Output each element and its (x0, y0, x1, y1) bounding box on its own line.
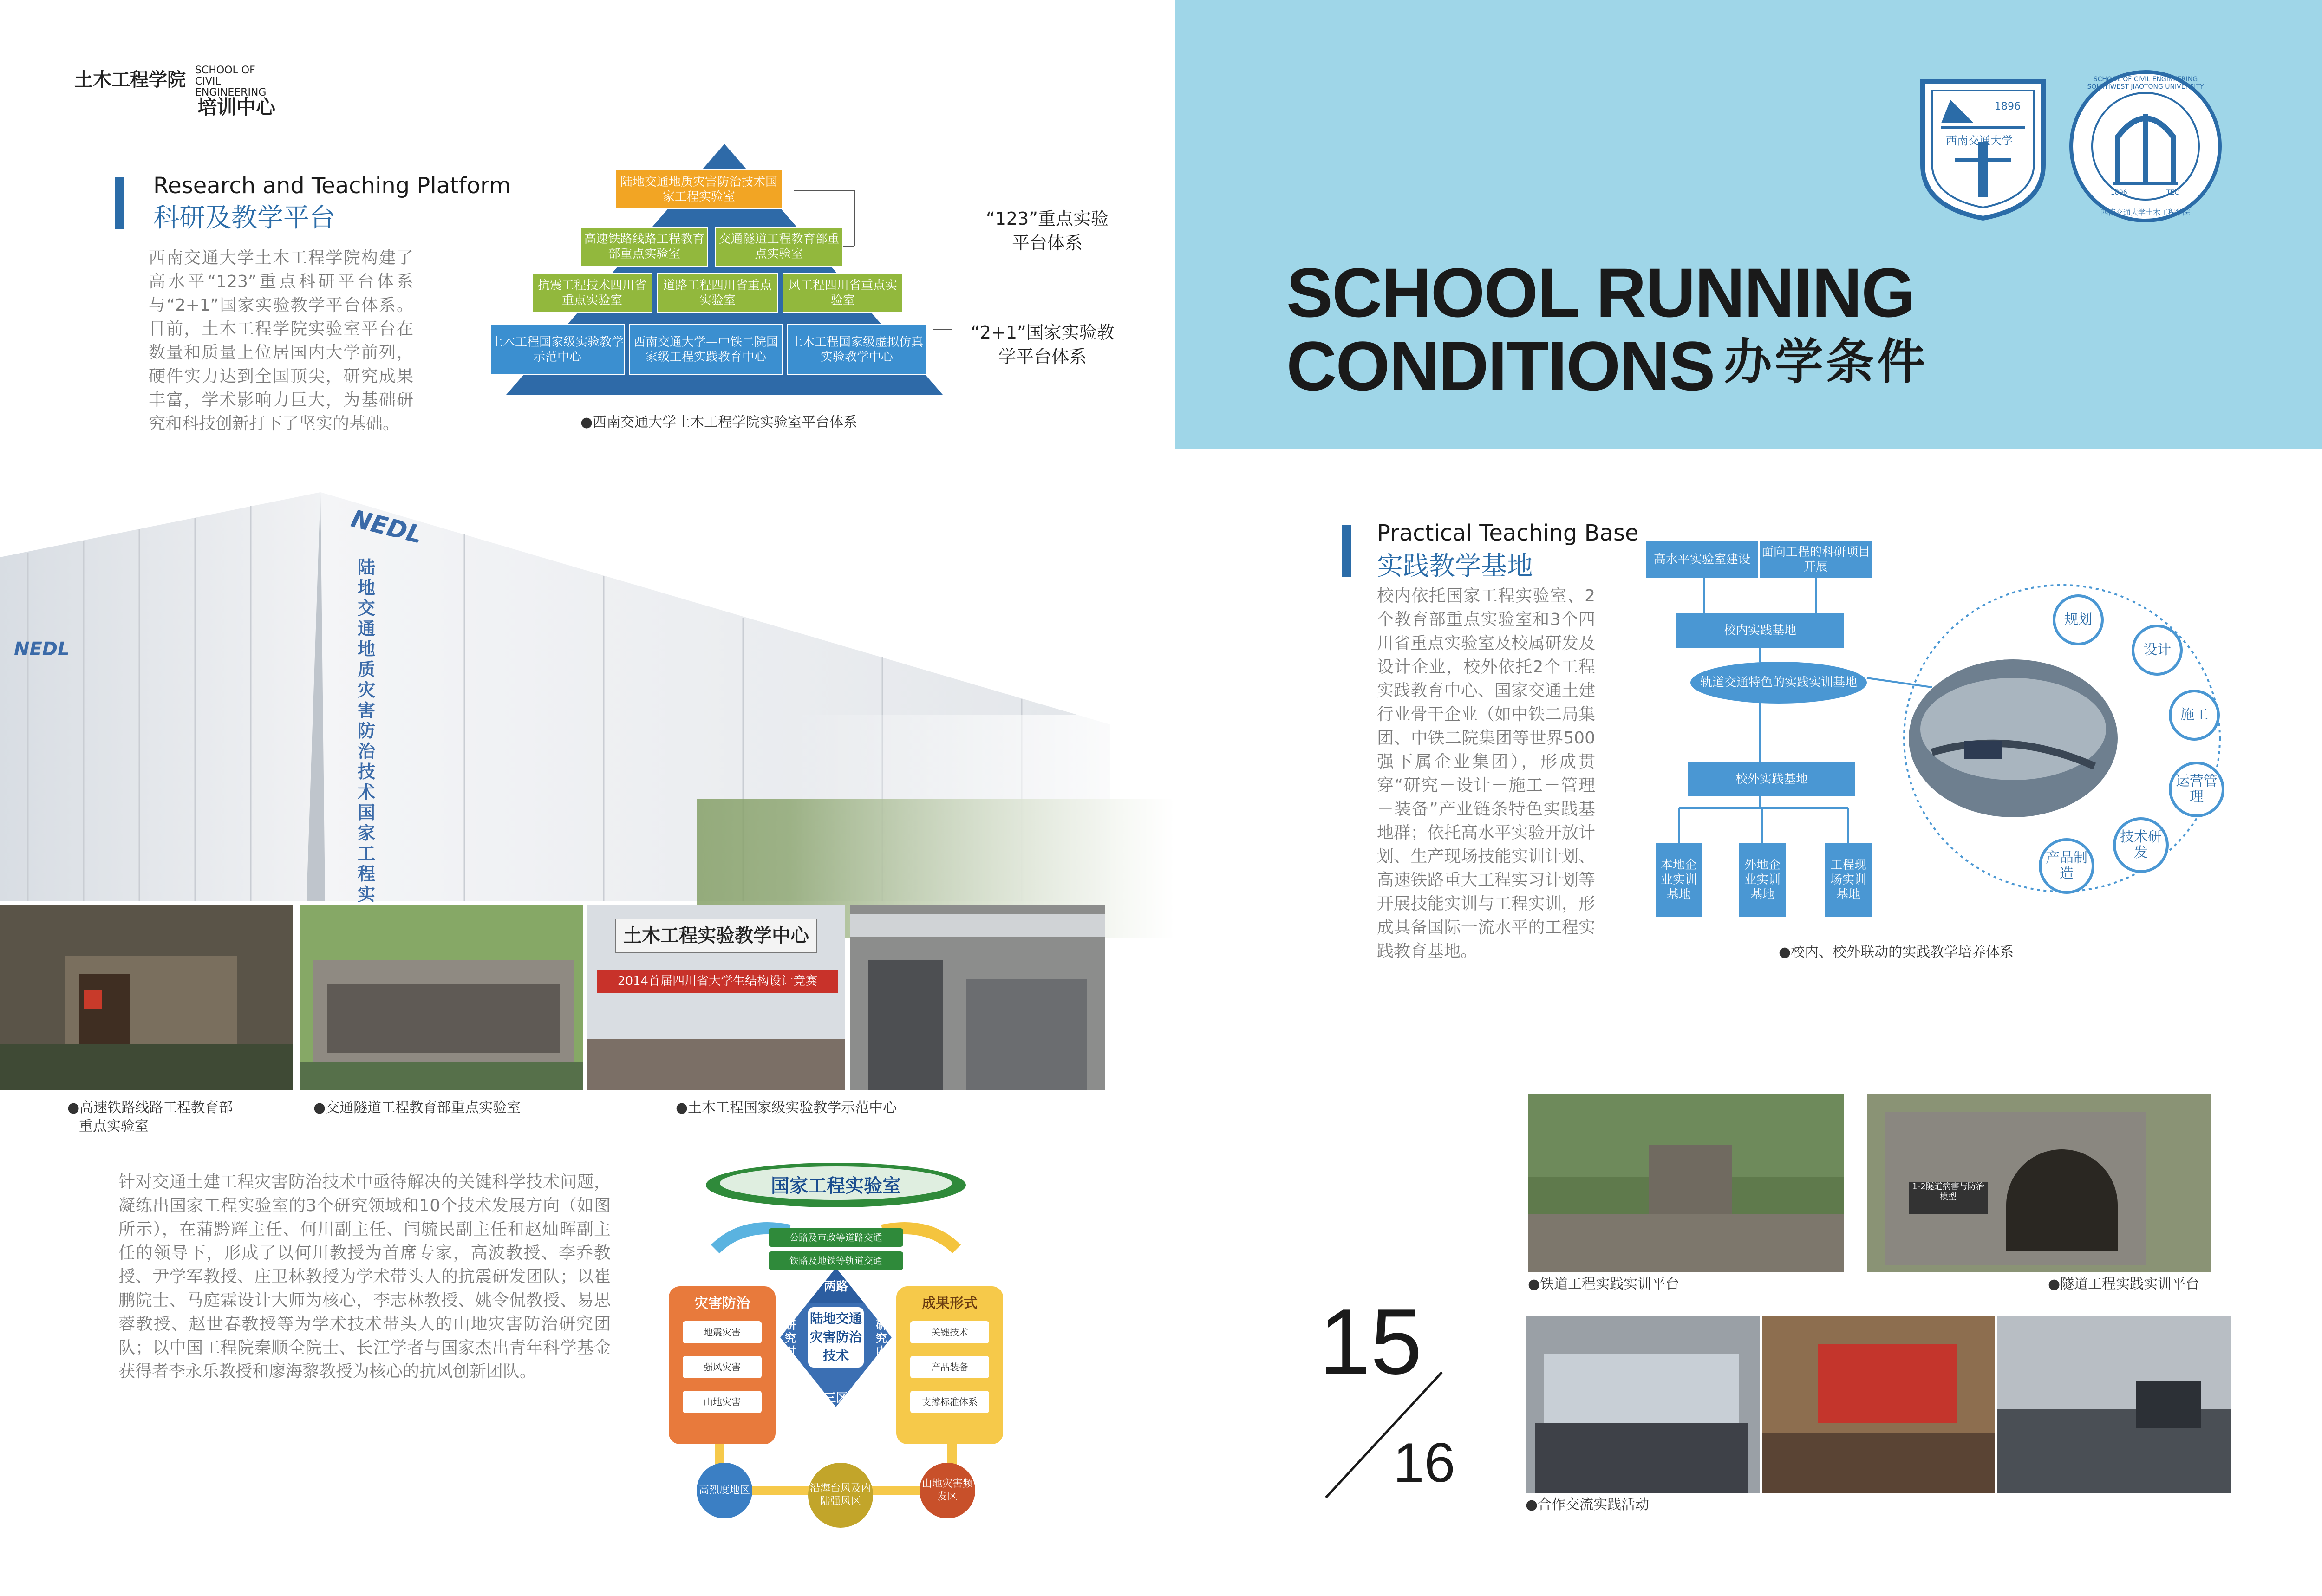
photo-railway-training (1528, 1094, 1844, 1272)
photo-exchange-2 (1762, 1316, 1995, 1493)
flow-circle-operation: 运营管理 (2169, 762, 2224, 817)
lab-arrow-right: 研究内容 (876, 1319, 887, 1371)
photo-sign-red: 2014首届四川省大学生结构设计竞赛 (597, 970, 838, 993)
lab-right-item: 支撑标准体系 (910, 1391, 989, 1413)
lab-diagram (650, 1161, 1022, 1532)
pyramid-row3-box: 道路工程四川省重点实验室 (657, 273, 778, 313)
page-title (1286, 254, 1928, 405)
pyramid-top-box: 陆地交通地质灾害防治技术国家工程实验室 (615, 169, 783, 209)
photo-railway-lab (0, 905, 293, 1090)
pyramid-row2-box: 交通隧道工程教育部重点实验室 (715, 227, 843, 267)
school-name-cn: 土木工程学院 (74, 69, 186, 91)
building-sign: NEDL (348, 505, 425, 549)
photo-exchange-3 (1997, 1316, 2231, 1493)
research-body: 西南交通大学土木工程学院构建了高水平“123”重点科研平台体系与“2+1”国家实验教学平台体系。目前，土木工程学院实验室平台在数量和质量上位居国内大学前列，硬件实力达到全国顶尖，研究成果丰富，学术影响力巨大，为基础研究和科技创新打下了坚实的基础。 (149, 248, 413, 433)
platform-pyramid (491, 139, 952, 399)
practice-flowchart (1644, 534, 2313, 929)
photo-exchange-1 (1526, 1316, 1760, 1493)
caption-tunnel-lab: ●交通隧道工程教育部重点实验室 (313, 1100, 521, 1116)
building-sign-cn: 陆地交通地质灾害防治技术国家工程实 (358, 557, 376, 905)
page-title-line2-row (1286, 327, 1928, 405)
logo1-name: 西南交通大学 (1946, 134, 2013, 147)
lab-left-item: 地震灾害 (683, 1321, 762, 1343)
page-number-right: 16 (1393, 1432, 1455, 1494)
caption-teaching-center: ●土木工程国家级实验教学示范中心 (676, 1100, 897, 1116)
school-logo (2067, 67, 2224, 225)
tunnel-sign: 1-2隧道病害与防治模型 (1909, 1182, 1988, 1214)
practical-title-cn: 实践教学基地 (1377, 551, 1533, 581)
school-name-en-line1: SCHOOL OF (195, 65, 255, 76)
pyramid-row4-box: 西南交通大学—中铁二院国家级工程实践教育中心 (629, 324, 783, 375)
flow-ellipse-rail-base: 轨道交通特色的实践实训基地 (1690, 662, 1867, 704)
page-number-left: 15 (1319, 1290, 1422, 1394)
section-bar (1342, 525, 1351, 577)
training-center-label: 培训中心 (197, 96, 276, 118)
pyramid-row4-box: 土木工程国家级虚拟仿真实验教学中心 (787, 324, 926, 375)
practical-title-en: Practical Teaching Base (1377, 520, 1639, 546)
photo-tunnel-lab (300, 905, 583, 1090)
lab-right-title: 成果形式 (922, 1296, 978, 1312)
lab-left-item: 强风灾害 (683, 1356, 762, 1378)
lab-left-item: 山地灾害 (683, 1391, 762, 1413)
logo2-year-right: TEC (2166, 189, 2179, 196)
lab-arrow-top: 两路 (823, 1280, 848, 1294)
logo2-ring-text: SCHOOL OF CIVIL ENGINEERING SOUTHWEST JIAOTONG UNIVERSITY (2087, 76, 2204, 91)
logo1-year: 1896 (1995, 101, 2021, 112)
lab-right-item: 产品装备 (910, 1356, 989, 1378)
flow-leaf-site: 工程现场实训基地 (1825, 843, 1872, 917)
page-title-line2: CONDITIONS (1286, 327, 1715, 405)
building-sign-small: NEDL (14, 638, 70, 660)
caption-railway-training: ●铁道工程实践实训平台 (1528, 1276, 1680, 1292)
university-logo (1913, 72, 2053, 221)
caption-railway-lab-1: ●高速铁路线路工程教育部 (67, 1100, 233, 1116)
pyramid-row3-box: 风工程四川省重点实验室 (783, 273, 903, 313)
logo2-cn: 西南交通大学土木工程学院 (2100, 208, 2190, 217)
pyramid-row4-box: 土木工程国家级实验教学示范中心 (490, 324, 625, 375)
page-title-cn: 办学条件 (1723, 335, 1928, 389)
flow-circle-manufacturing: 产品制造 (2039, 838, 2094, 894)
label-123: “123”重点实验平台体系 (986, 208, 1109, 253)
flow-box-lab-construction: 高水平实验室建设 (1646, 541, 1758, 578)
lab-center-core: 陆地交通灾害防治技术 (808, 1307, 864, 1368)
lab-region-ball: 山地灾害频发区 (920, 1463, 975, 1518)
lab-region-ball: 沿海台风及内陆强风区 (808, 1463, 873, 1528)
lab-arrow-left: 研究对象 (785, 1319, 796, 1371)
lab-right-item: 关键技术 (910, 1321, 989, 1343)
photo-teaching-center (587, 905, 845, 1090)
photo-tunnel-training (1867, 1094, 2211, 1272)
caption-exchange: ●合作交流实践活动 (1526, 1497, 1650, 1513)
flow-box-inner-base: 校内实践基地 (1676, 613, 1844, 648)
flow-box-research-projects: 面向工程的科研项目开展 (1760, 541, 1872, 578)
logo2-year-left: 1896 (2111, 189, 2127, 196)
pyramid-row3-box: 抗震工程技术四川省重点实验室 (532, 273, 652, 313)
lab-tag-road: 公路及市政等道路交通 (769, 1228, 903, 1247)
lab-tag-rail: 铁路及地铁等轨道交通 (769, 1251, 903, 1270)
lab-region-ball: 高烈度地区 (697, 1463, 752, 1518)
lab-body: 针对交通土建工程灾害防治技术中亟待解决的关键科学技术问题，凝练出国家工程实验室的3个研究领域和10个技术发展方向（如图所示），在蒲黔辉主任、何川副主任、闫毓民副主任和赵灿晖副主任的领导下，形成了以何川教授为首席专家，高波教授、李乔教授、尹学军教授、庄卫林教授为学术带头人的抗震研发团队；以崔鹏院士、马庭霖设计大师为核心，李志林教授、姚令侃教授、易思蓉教授、赵世春教授等为学术技术带头人的山地灾害防治研究团队；以中国工程院秦顺全院士、长江学者与国家杰出青年科学基金获得者李永乐教授和廖海黎教授为核心的抗风创新团队。 (118, 1173, 611, 1381)
page-title-line1: SCHOOL RUNNING (1286, 254, 1915, 332)
lab-diagram-title: 国家工程实验室 (771, 1175, 901, 1197)
flow-circle-rd: 技术研发 (2113, 817, 2169, 873)
caption-tunnel-training: ●隧道工程实践实训平台 (2048, 1276, 2200, 1292)
school-name-en-line2: CIVIL ENGINEERING (195, 76, 267, 98)
lab-left-title: 灾害防治 (694, 1296, 750, 1312)
lab-arrow-bottom: 三区 (823, 1391, 848, 1405)
flow-caption: ●校内、校外联动的实践教学培养体系 (1779, 944, 2014, 960)
flow-box-outer-base: 校外实践基地 (1688, 762, 1855, 796)
photo-lab-interior (850, 905, 1105, 1090)
photo-sign-banner: 土木工程实验教学中心 (615, 919, 817, 953)
practical-body: 校内依托国家工程实验室、2个教育部重点实验室和3个四川省重点实验室及校属研发及设计企业，校外依托2个工程实践教育中心、国家交通土建行业骨干企业（如中铁二局集团、中铁二院集团等世界500强下属企业集团），形成贯穿“研究－设计－施工－管理－装备”产业链条特色实践基地群；依托高水平实验开放计划、生产现场技能实训计划、高速铁路重大工程实习计划等开展技能实训与工程实训，形成具备国际一流水平的工程实践教育基地。 (1377, 586, 1595, 961)
research-title-en: Research and Teaching Platform (153, 173, 511, 199)
pyramid-caption: ●西南交通大学土木工程学院实验室平台体系 (580, 414, 858, 430)
caption-railway-lab-2: 重点实验室 (79, 1118, 149, 1134)
pyramid-row2-box: 高速铁路线路工程教育部重点实验室 (580, 227, 708, 267)
flow-circle-construction: 施工 (2169, 690, 2220, 741)
flow-leaf-local: 本地企业实训基地 (1656, 843, 1702, 917)
flow-leaf-remote: 外地企业实训基地 (1739, 843, 1786, 917)
flow-circle-planning: 规划 (2053, 594, 2104, 645)
research-title-cn: 科研及教学平台 (153, 203, 335, 233)
label-2plus1: “2+1”国家实验教学平台体系 (971, 322, 1115, 367)
section-bar (115, 177, 124, 229)
flow-circle-design: 设计 (2132, 625, 2183, 676)
